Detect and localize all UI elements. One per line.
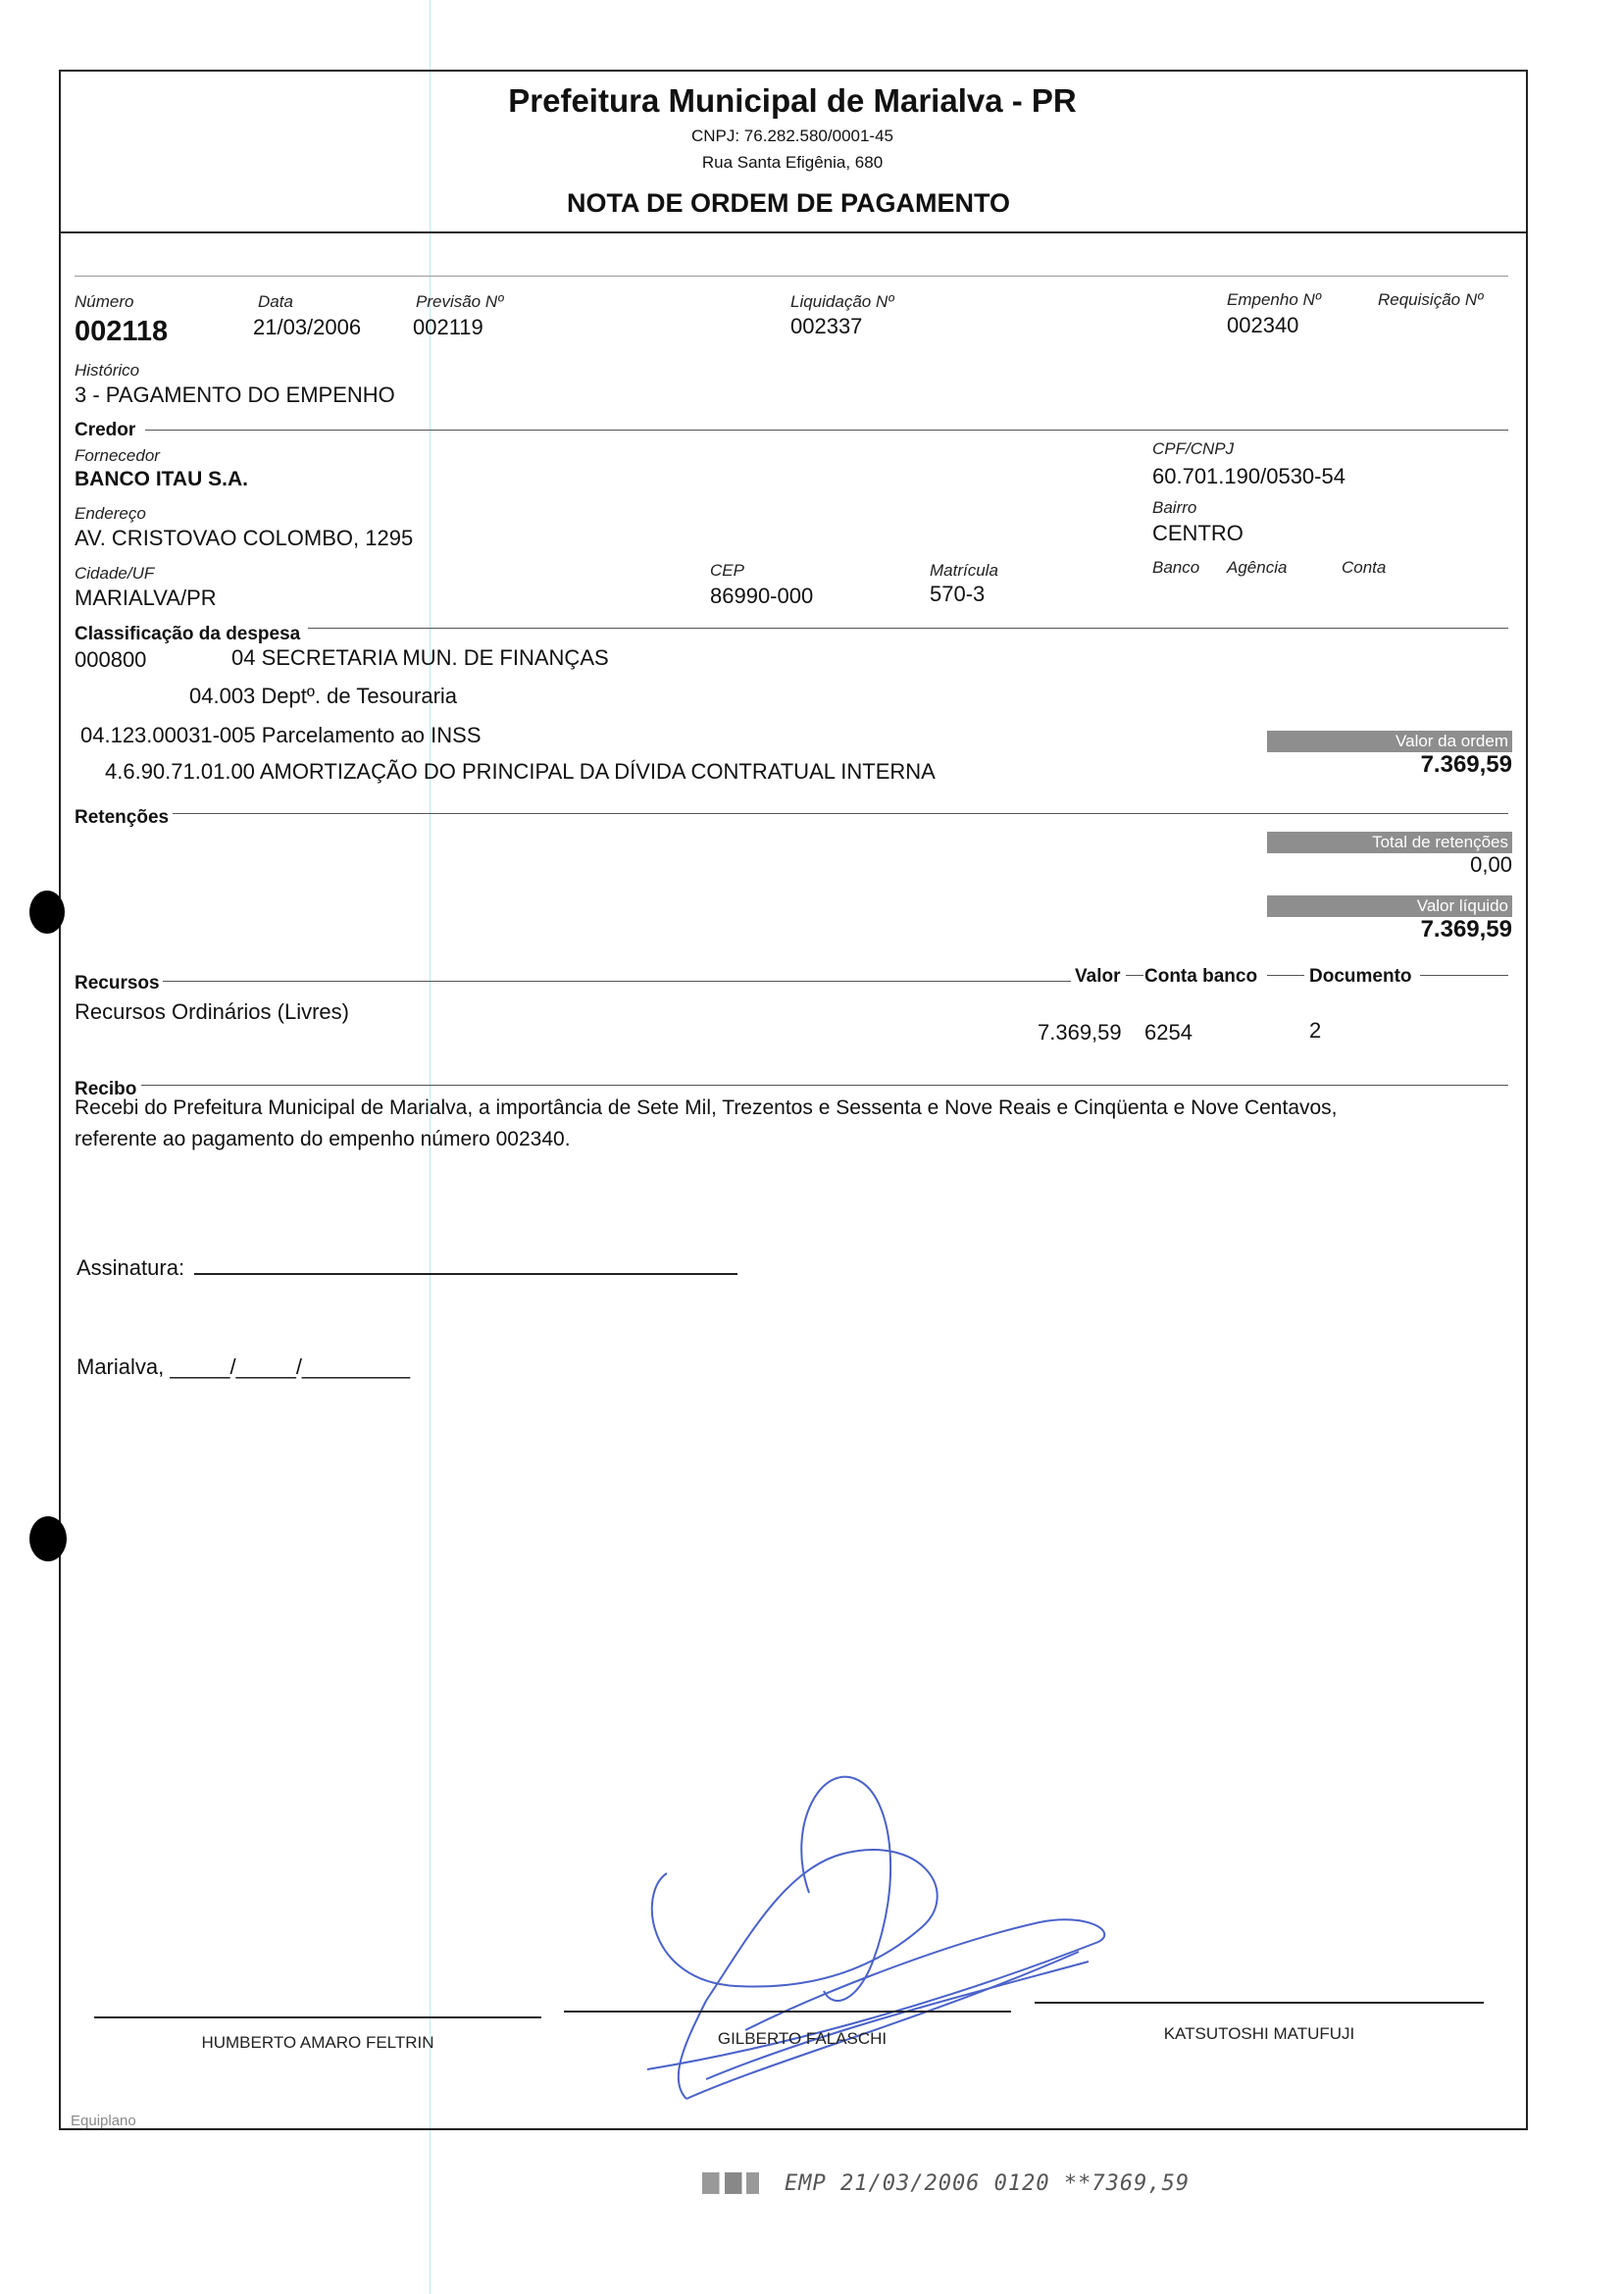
numero-value: 002118 bbox=[75, 316, 169, 347]
endereco-value: AV. CRISTOVAO COLOMBO, 1295 bbox=[75, 526, 414, 550]
recursos-rule-1 bbox=[163, 981, 1071, 982]
recursos-section-title: Recursos bbox=[75, 973, 160, 994]
credor-rule bbox=[145, 430, 1508, 431]
signatory-3-name: KATSUTOSHI MATUFUJI bbox=[1163, 2024, 1355, 2043]
recibo-rule bbox=[141, 1085, 1508, 1086]
header-divider bbox=[59, 231, 1526, 233]
recursos-conta: 6254 bbox=[1144, 1020, 1193, 1045]
total-retencoes-badge: Total de retenções bbox=[1267, 832, 1512, 853]
valor-ordem-value: 7.369,59 bbox=[1420, 751, 1512, 778]
empenho-label: Empenho Nº bbox=[1227, 290, 1321, 309]
info-top-rule bbox=[75, 276, 1508, 277]
assinatura-line[interactable] bbox=[194, 1273, 737, 1275]
recibo-text-line1: Recebi do Prefeitura Municipal de Marialva, a importância de Sete Mil, Trezentos e Sessenta e Nove Reais e Cinqüenta e Nove Centavos, bbox=[75, 1096, 1338, 1119]
data-value: 21/03/2006 bbox=[253, 315, 362, 339]
document-title: NOTA DE ORDEM DE PAGAMENTO bbox=[566, 188, 1010, 218]
retencoes-section-title: Retenções bbox=[75, 807, 170, 828]
signatory-2-name: GILBERTO FALASCHI bbox=[717, 2029, 888, 2048]
stamp-icon bbox=[702, 2172, 759, 2194]
valor-liquido-value: 7.369,59 bbox=[1420, 916, 1512, 943]
matricula-value: 570-3 bbox=[930, 582, 986, 606]
handwritten-signature bbox=[628, 1765, 1138, 2118]
numero-label: Número bbox=[75, 292, 134, 311]
fornecedor-label: Fornecedor bbox=[75, 446, 160, 465]
classificacao-line2: 04.003 Deptº. de Tesouraria bbox=[189, 684, 458, 708]
valor-liquido-badge: Valor líquido bbox=[1267, 895, 1512, 917]
signature-line-2 bbox=[564, 2011, 1011, 2013]
historico-value: 3 - PAGAMENTO DO EMPENHO bbox=[75, 382, 395, 407]
requisicao-label: Requisição Nº bbox=[1378, 290, 1484, 309]
classificacao-rule bbox=[308, 628, 1508, 629]
cpf-cnpj-label: CPF/CNPJ bbox=[1152, 439, 1235, 458]
signature-line-1 bbox=[94, 2016, 541, 2018]
retencoes-rule bbox=[173, 813, 1508, 814]
previsao-label: Previsão Nº bbox=[416, 292, 504, 311]
org-address: Rua Santa Efigênia, 680 bbox=[701, 153, 884, 172]
classificacao-section-title: Classificação da despesa bbox=[75, 624, 301, 644]
recibo-text-line2: referente ao pagamento do empenho número 002340. bbox=[75, 1128, 571, 1150]
matricula-label: Matrícula bbox=[930, 561, 998, 580]
classificacao-code: 000800 bbox=[75, 647, 147, 672]
local-date-field[interactable]: Marialva, _____/_____/_________ bbox=[76, 1354, 411, 1379]
credor-section-title: Credor bbox=[75, 420, 136, 440]
cpf-cnpj-value: 60.701.190/0530-54 bbox=[1152, 464, 1345, 488]
org-title: Prefeitura Municipal de Marialva - PR bbox=[508, 82, 1077, 119]
software-footer: Equiplano bbox=[71, 2113, 136, 2129]
bairro-label: Bairro bbox=[1152, 498, 1197, 517]
cidade-label: Cidade/UF bbox=[75, 564, 155, 583]
valor-ordem-badge: Valor da ordem bbox=[1267, 731, 1512, 752]
agencia-label: Agência bbox=[1227, 558, 1288, 577]
cep-value: 86990-000 bbox=[710, 584, 814, 608]
classificacao-line4: 4.6.90.71.01.00 AMORTIZAÇÃO DO PRINCIPAL DA DÍVIDA CONTRATUAL INTERNA bbox=[105, 759, 936, 784]
binder-hole-bottom bbox=[29, 1516, 67, 1561]
cep-label: CEP bbox=[710, 561, 744, 580]
payment-stamp: EMP 21/03/2006 0120 **7369,59 bbox=[785, 2171, 1191, 2196]
recursos-valor: 7.369,59 bbox=[1038, 1020, 1122, 1045]
assinatura-label: Assinatura: bbox=[76, 1255, 185, 1280]
previsao-value: 002119 bbox=[413, 315, 483, 339]
recursos-rule-4 bbox=[1420, 975, 1508, 976]
org-cnpj: CNPJ: 76.282.580/0001-45 bbox=[690, 127, 894, 145]
classificacao-line3: 04.123.00031-005 Parcelamento ao INSS bbox=[80, 723, 482, 747]
recibo-section-title: Recibo bbox=[75, 1079, 137, 1099]
recursos-descricao: Recursos Ordinários (Livres) bbox=[75, 999, 349, 1024]
total-retencoes-value: 0,00 bbox=[1470, 852, 1512, 877]
recursos-valor-header: Valor bbox=[1075, 966, 1121, 987]
recursos-conta-header: Conta banco bbox=[1144, 966, 1258, 987]
signatory-1-name: HUMBERTO AMARO FELTRIN bbox=[201, 2033, 434, 2052]
classificacao-line1: 04 SECRETARIA MUN. DE FINANÇAS bbox=[231, 645, 609, 670]
data-label: Data bbox=[258, 292, 293, 311]
recursos-documento-header: Documento bbox=[1309, 966, 1412, 987]
historico-label: Histórico bbox=[75, 361, 140, 380]
cidade-value: MARIALVA/PR bbox=[75, 586, 217, 610]
liquidacao-label: Liquidação Nº bbox=[790, 292, 894, 311]
endereco-label: Endereço bbox=[75, 504, 146, 523]
fornecedor-value: BANCO ITAU S.A. bbox=[75, 468, 248, 490]
binder-hole-top bbox=[29, 891, 65, 934]
liquidacao-value: 002337 bbox=[790, 314, 863, 338]
recursos-rule-2 bbox=[1126, 975, 1143, 976]
signature-line-3 bbox=[1035, 2002, 1484, 2004]
banco-label: Banco bbox=[1152, 558, 1200, 577]
empenho-value: 002340 bbox=[1227, 313, 1299, 337]
recursos-documento: 2 bbox=[1309, 1018, 1322, 1043]
bairro-value: CENTRO bbox=[1152, 521, 1243, 545]
recursos-rule-3 bbox=[1267, 975, 1304, 976]
conta-label: Conta bbox=[1342, 558, 1387, 577]
